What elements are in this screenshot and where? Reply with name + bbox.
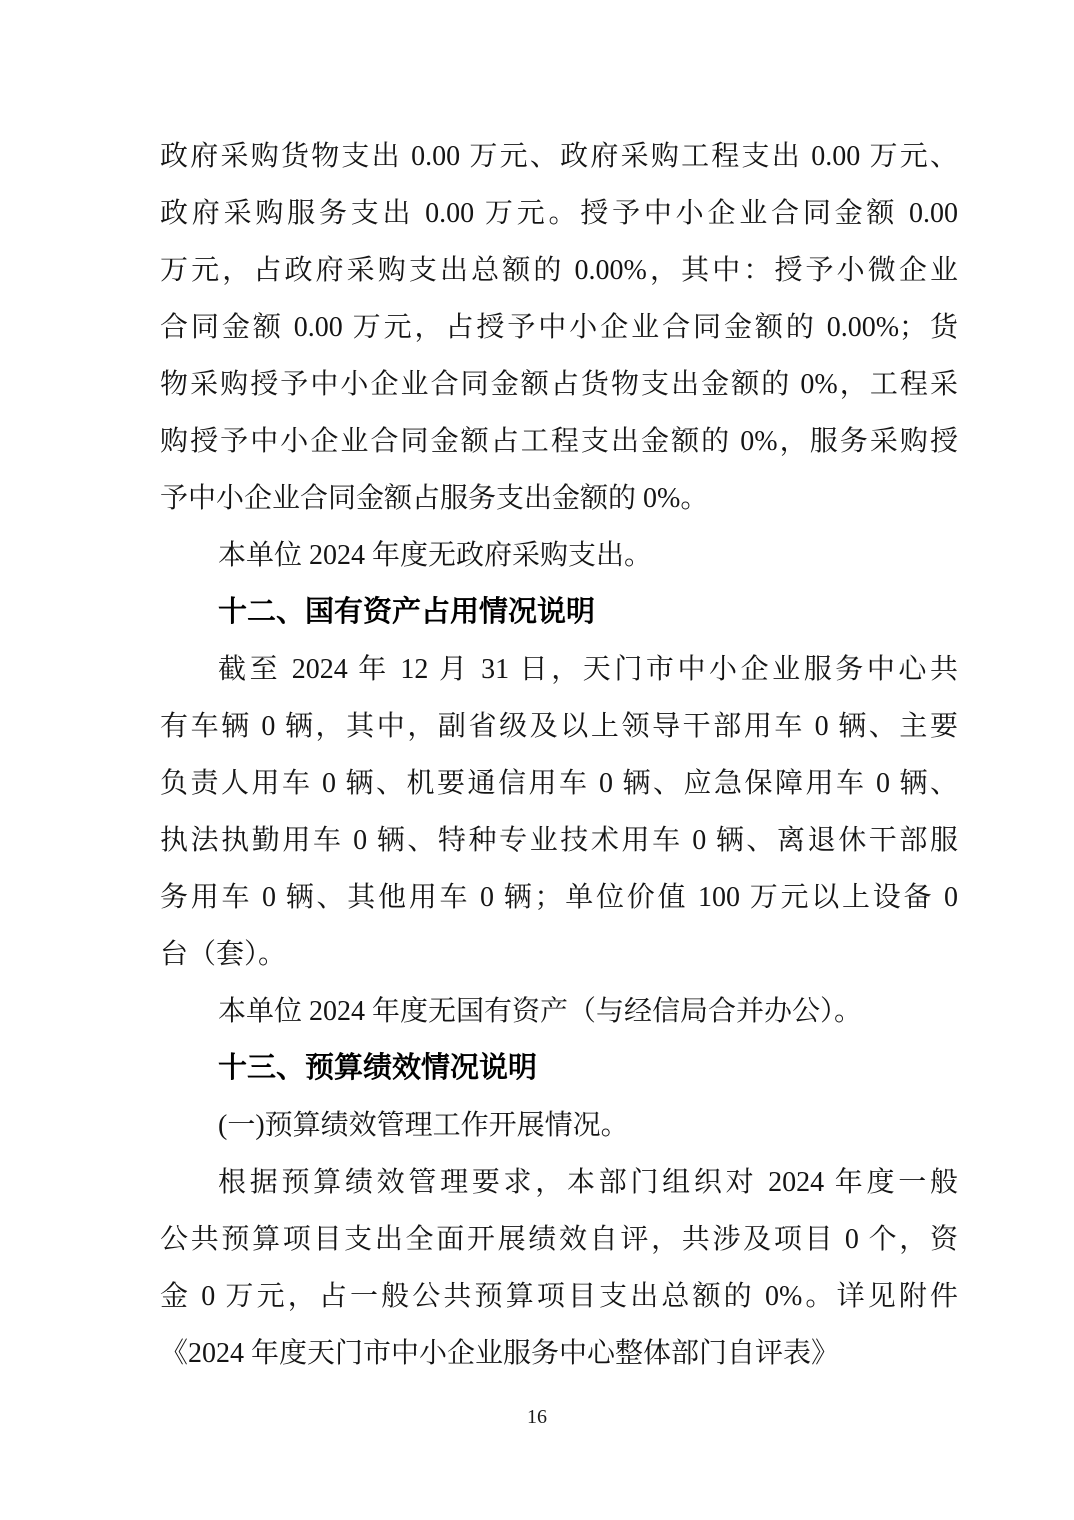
text-line: 有车辆 0 辆，其中，副省级及以上领导干部用车 0 辆、主要 [160, 711, 958, 742]
text-line: 公共预算项目支出全面开展绩效自评，共涉及项目 0 个，资 [160, 1224, 958, 1255]
text-line: 政府采购货物支出 0.00 万元、政府采购工程支出 0.00 万元、 [160, 141, 958, 172]
text-line: 政府采购服务支出 0.00 万元。授予中小企业合同金额 0.00 [160, 198, 958, 229]
text-line: 台（套）。 [160, 939, 287, 970]
text-line: 物采购授予中小企业合同金额占货物支出金额的 0%，工程采 [160, 369, 958, 400]
text-line: 根据预算绩效管理要求，本部门组织对 2024 年度一般 [218, 1167, 958, 1198]
text-line: 负责人用车 0 辆、机要通信用车 0 辆、应急保障用车 0 辆、 [160, 768, 958, 799]
text-line: 购授予中小企业合同金额占工程支出金额的 0%，服务采购授 [160, 426, 958, 457]
section-heading: 十二、国有资产占用情况说明 [218, 596, 596, 628]
text-line: 本单位 2024 年度无国有资产（与经信局合并办公）。 [218, 996, 863, 1027]
text-line: (一)预算绩效管理工作开展情况。 [218, 1110, 629, 1141]
text-line: 合同金额 0.00 万元，占授予中小企业合同金额的 0.00%；货 [160, 312, 958, 343]
text-line: 截至 2024 年 12 月 31 日，天门市中小企业服务中心共 [218, 654, 958, 685]
page-number: 16 [527, 1406, 547, 1428]
text-line: 本单位 2024 年度无政府采购支出。 [218, 540, 653, 571]
text-line: 《2024 年度天门市中小企业服务中心整体部门自评表》 [160, 1338, 840, 1369]
text-line: 执法执勤用车 0 辆、特种专业技术用车 0 辆、离退休干部服 [160, 825, 958, 856]
text-line: 予中小企业合同金额占服务支出金额的 0%。 [160, 483, 709, 514]
text-line: 金 0 万元，占一般公共预算项目支出总额的 0%。详见附件 [160, 1281, 958, 1312]
document-body [160, 128, 958, 1382]
text-line: 务用车 0 辆、其他用车 0 辆；单位价值 100 万元以上设备 0 [160, 882, 958, 913]
section-heading: 十三、预算绩效情况说明 [218, 1052, 538, 1084]
text-line: 万元，占政府采购支出总额的 0.00%，其中：授予小微企业 [160, 255, 958, 286]
